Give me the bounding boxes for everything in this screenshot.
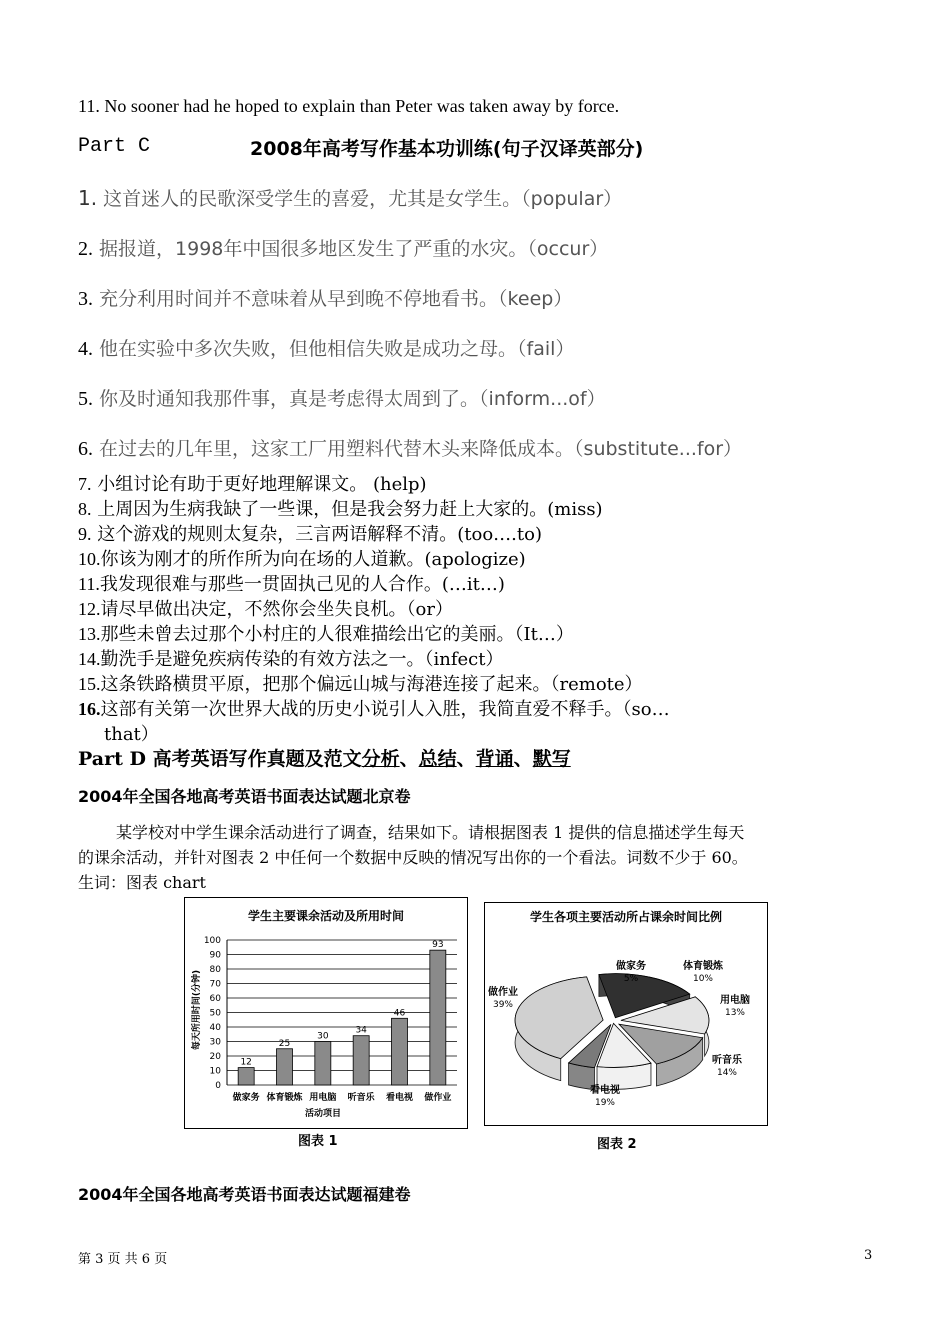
item-number: 8. (78, 499, 92, 519)
bar-value-label: 12 (240, 1057, 252, 1068)
part-c-label: Part C (78, 135, 151, 158)
list-item (78, 520, 542, 546)
item-number: 10. (78, 549, 101, 569)
bar-chart-xlabel: 活动项目 (304, 1109, 342, 1119)
item-text: 请尽早做出决定，不然你会坐失良机。（or） (100, 599, 453, 620)
y-tick-label: 50 (209, 1008, 221, 1019)
part-c-title: 2008年高考写作基本功训练(句子汉译英部分) (250, 138, 644, 160)
pie-slice-percent: 14% (716, 1068, 738, 1078)
item-number: 14. (78, 649, 101, 669)
part-d-word-recite: 背诵 (475, 748, 514, 770)
item-16-continuation: that） (104, 724, 159, 745)
list-item (78, 595, 453, 621)
item-number: 1. (78, 186, 98, 210)
prompt-line-3: 生词：图表 chart (78, 873, 206, 892)
list-item (78, 670, 643, 696)
prompt-line-2: 的课余活动，并针对图表 2 中任何一个数据中反映的情况写出你的一个看法。词数不少于 60。 (78, 848, 748, 867)
list-item (78, 384, 606, 411)
item-number: 6. (78, 438, 93, 460)
pie-chart-title: 学生各项主要活动所占课余时间比例 (529, 910, 723, 924)
bar (238, 1068, 254, 1085)
bar (392, 1018, 408, 1085)
item-text: 那些未曾去过那个小村庄的人很难描绘出它的美丽。（It…） (100, 624, 574, 645)
item-number: 12. (78, 599, 101, 619)
pie-slice-percent: 13% (724, 1008, 746, 1018)
item-text: 这个游戏的规则太复杂，三言两语解释不清。(too….to) (97, 524, 542, 545)
list-item (78, 620, 574, 646)
item-number: 2. (78, 238, 93, 260)
part-d-word-dictate: 默写 (532, 748, 571, 770)
bar-value-label: 34 (355, 1025, 367, 1036)
item-number: 3. (78, 288, 93, 310)
pie-slice-name: 看电视 (590, 1085, 620, 1096)
list-item (78, 234, 608, 261)
item-text: 这首迷人的民歌深受学生的喜爱，尤其是女学生。（popular） (103, 188, 623, 210)
y-tick-label: 0 (215, 1081, 221, 1091)
list-item (78, 495, 603, 521)
item-text: 你该为刚才的所作所为向在场的人道歉。(apologize) (100, 549, 526, 570)
y-tick-label: 30 (209, 1037, 221, 1048)
pie-slice-name: 听音乐 (712, 1055, 742, 1066)
bar (277, 1049, 293, 1085)
part-d-prefix: Part D 高考英语写作真题及范文 (78, 748, 362, 770)
pie-slice-name: 体育锻炼 (683, 961, 723, 972)
item-text: 他在实验中多次失败，但他相信失败是成功之母。（fail） (99, 338, 575, 360)
x-tick-label: 用电脑 (309, 1093, 337, 1103)
bar-value-label: 25 (278, 1038, 291, 1049)
pie-chart-frame (484, 902, 768, 1126)
item-number: 4. (78, 338, 93, 360)
item-text: 你及时通知我那件事，真是考虑得太周到了。（inform...of） (99, 388, 606, 410)
fujian-heading: 2004年全国各地高考英语书面表达试题福建卷 (78, 1185, 411, 1204)
item-number: 16. (78, 699, 101, 719)
part-d-word-analyze: 分析 (361, 748, 400, 770)
pie-slice-percent: 5% (623, 974, 639, 984)
bar-chart-frame (184, 897, 468, 1129)
item-number: 11. (78, 574, 100, 594)
pie-slice-name: 做家务 (616, 961, 646, 972)
bar (315, 1042, 331, 1086)
bar (430, 950, 446, 1085)
list-item (78, 470, 427, 496)
y-tick-label: 100 (203, 936, 221, 946)
pie-slice-name: 做作业 (488, 987, 518, 998)
y-tick-label: 80 (209, 965, 221, 975)
y-tick-label: 90 (209, 950, 221, 961)
item-text: 充分利用时间并不意味着从早到晚不停地看书。（keep） (99, 288, 573, 310)
chart-1-caption: 图表 1 (298, 1134, 338, 1149)
item-text: 这条铁路横贯平原，把那个偏远山城与海港连接了起来。（remote） (100, 674, 643, 695)
footer-page-number: 3 (864, 1248, 873, 1263)
item-number: 5. (78, 388, 93, 410)
separator: 、 (456, 748, 476, 770)
list-item (78, 695, 670, 721)
y-tick-label: 60 (209, 994, 221, 1004)
y-tick-label: 20 (209, 1052, 221, 1062)
x-tick-label: 体育锻炼 (266, 1093, 303, 1103)
pie-slice-percent: 19% (594, 1098, 616, 1108)
item-number: 15. (78, 674, 101, 694)
prompt-line-1: 某学校对中学生课余活动进行了调查，结果如下。请根据图表 1 提供的信息描述学生每天 (116, 823, 745, 842)
beijing-heading: 2004年全国各地高考英语书面表达试题北京卷 (78, 787, 411, 806)
list-item (78, 334, 574, 361)
part-d-word-summarize: 总结 (418, 748, 457, 770)
bar-value-label: 93 (432, 940, 444, 951)
item-number: 13. (78, 624, 101, 644)
item-text: 据报道，1998年中国很多地区发生了严重的水灾。（occur） (99, 238, 609, 260)
list-item (78, 434, 742, 461)
item-text: 上周因为生病我缺了一些课，但是我会努力赶上大家的。(miss) (97, 499, 603, 520)
pie-slice-percent: 39% (492, 1000, 514, 1010)
bar-chart (185, 898, 467, 1128)
bar-chart-title: 学生主要课余活动及所用时间 (247, 909, 405, 923)
x-tick-label: 看电视 (385, 1093, 414, 1103)
footer-page-info: 第 3 页 共 6 页 (78, 1252, 168, 1267)
x-tick-label: 做家务 (232, 1093, 260, 1103)
y-tick-label: 10 (209, 1066, 221, 1077)
y-tick-label: 70 (209, 979, 221, 990)
item-text: 小组讨论有助于更好地理解课文。 (help) (97, 474, 427, 495)
previous-item-line: 11. No sooner had he hoped to explain than Peter was taken away by force. (78, 96, 620, 116)
list-item (78, 184, 622, 211)
bar-value-label: 30 (317, 1031, 329, 1042)
item-text: 在过去的几年里，这家工厂用塑料代替木头来降低成本。（substitute...for） (99, 438, 743, 460)
list-item (78, 570, 505, 596)
bar (353, 1036, 369, 1085)
item-number: 7. (78, 474, 92, 494)
chart-2-caption: 图表 2 (597, 1137, 637, 1152)
bar-value-label: 46 (393, 1008, 406, 1019)
y-tick-label: 40 (209, 1023, 221, 1033)
item-text: 勤洗手是避免疾病传染的有效方法之一。（infect） (100, 649, 504, 670)
item-text: 这部有关第一次世界大战的历史小说引人入胜，我简直爱不释手。（so… (100, 699, 670, 720)
list-item (78, 545, 526, 571)
x-tick-label: 听音乐 (347, 1093, 375, 1103)
pie-slice-percent: 10% (692, 974, 714, 984)
separator: 、 (513, 748, 533, 770)
item-text: 我发现很难与那些一贯固执己见的人合作。(…it…) (99, 574, 505, 595)
separator: 、 (399, 748, 419, 770)
x-tick-label: 做作业 (424, 1093, 452, 1103)
pie-slice-name: 用电脑 (720, 995, 750, 1006)
list-item (78, 645, 503, 671)
pie-chart (485, 903, 767, 1125)
item-number: 9. (78, 524, 92, 544)
part-d-heading (78, 744, 571, 771)
bar-chart-ylabel: 每天所用时间(分钟) (192, 969, 202, 1051)
list-item (78, 284, 572, 311)
